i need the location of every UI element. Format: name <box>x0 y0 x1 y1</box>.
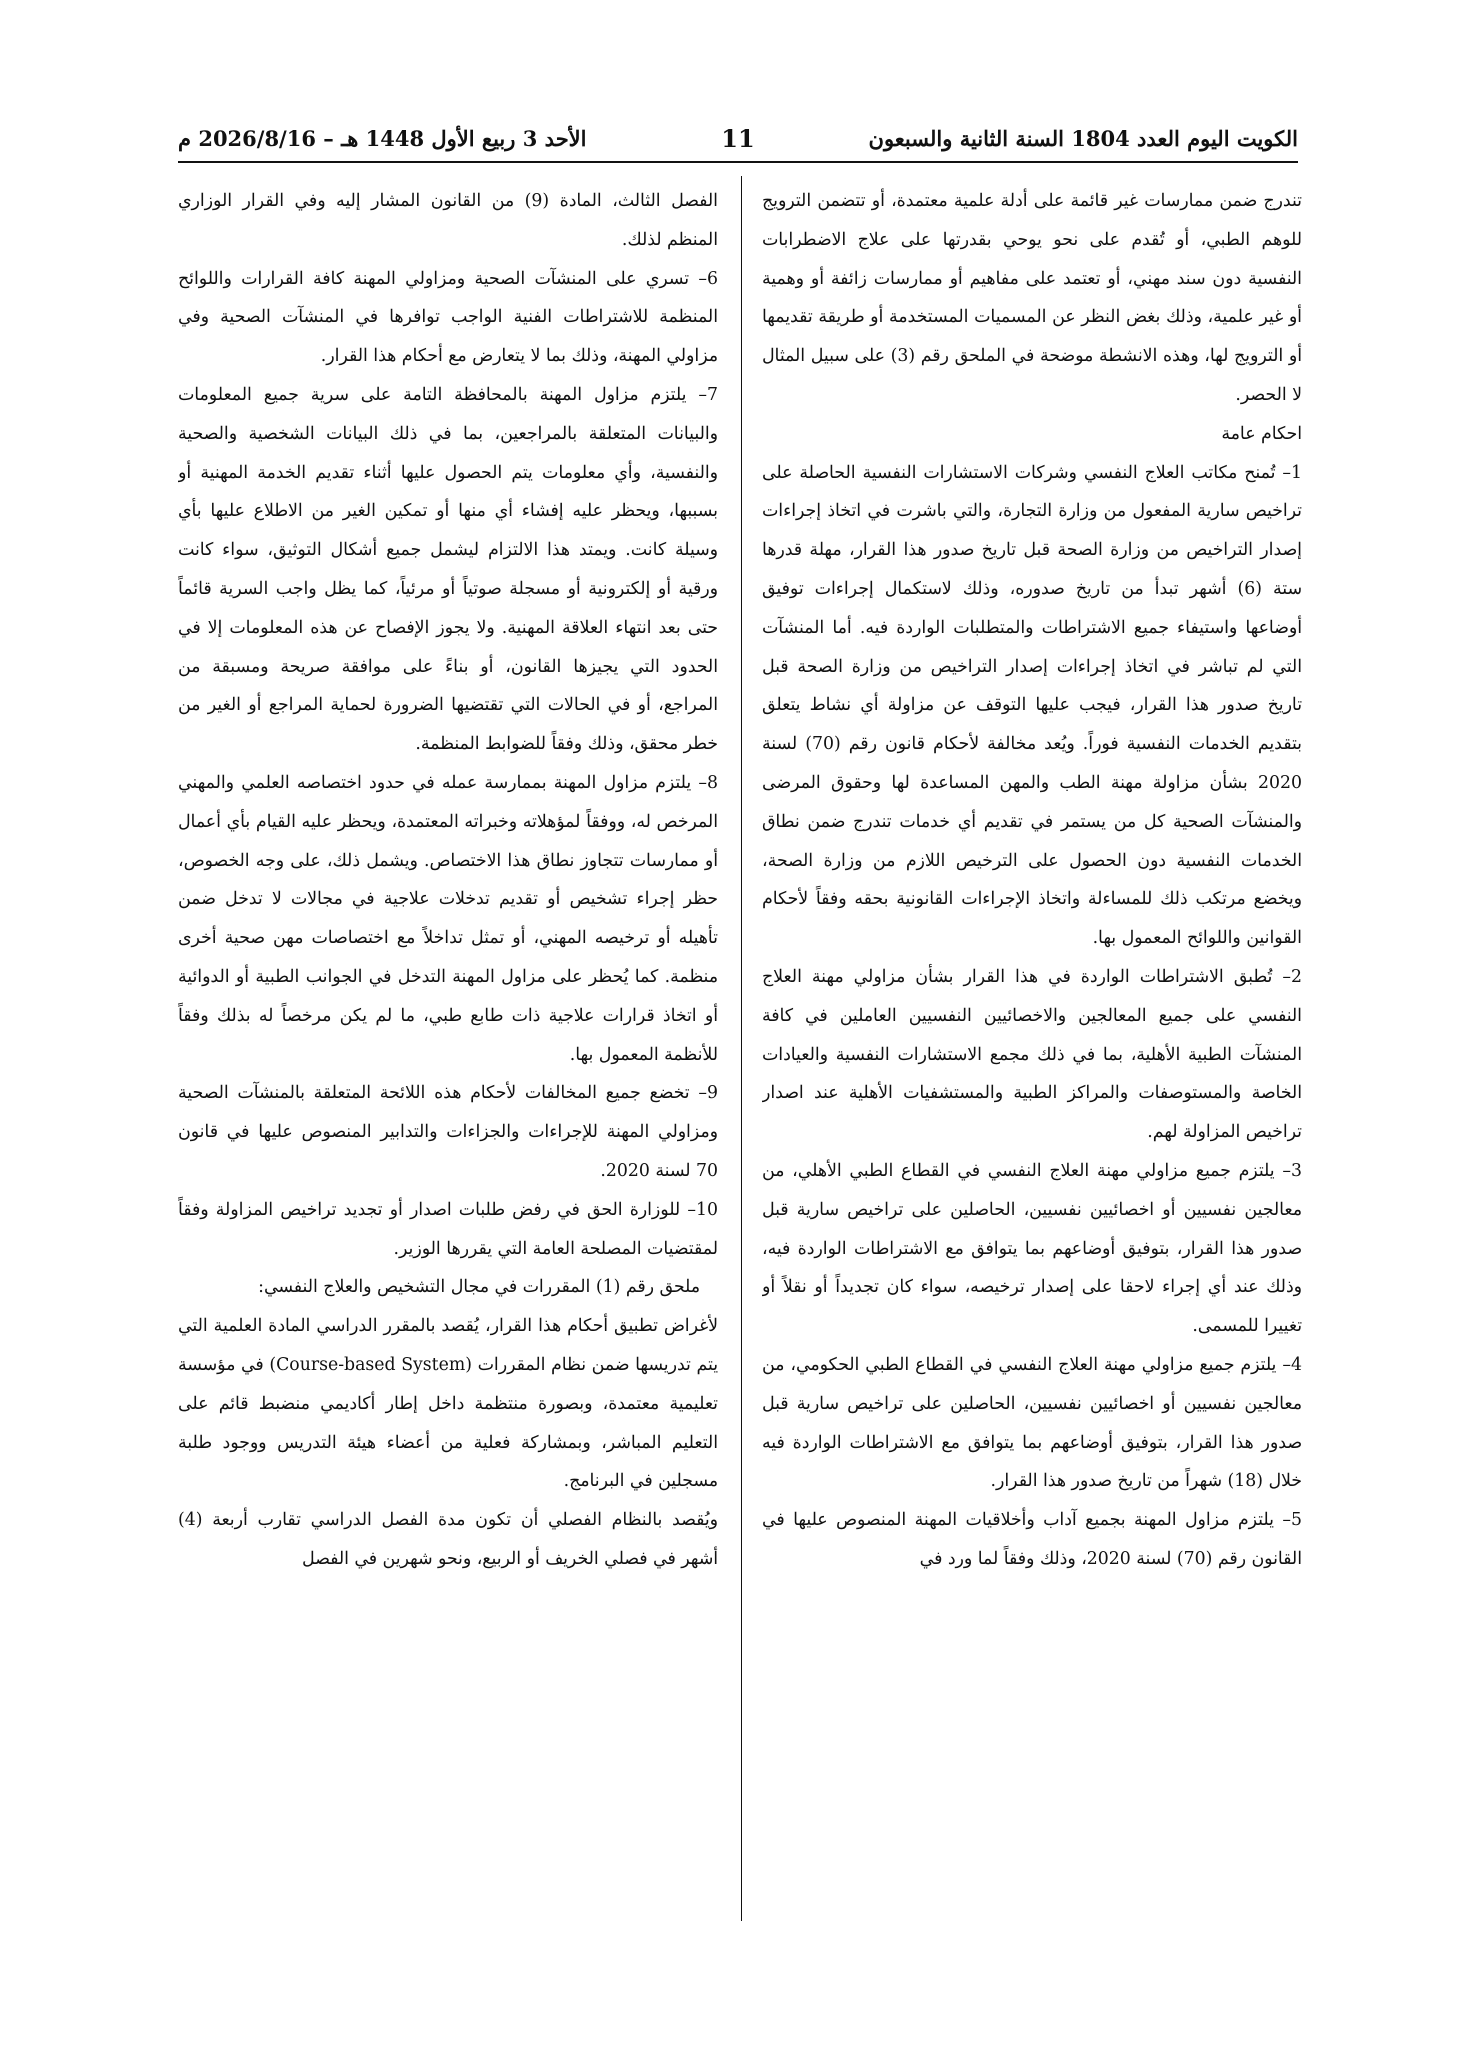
clause-9: 9– تخضع جميع المخالفات لأحكام هذه اللائحة المتعلقة بالمنشآت الصحية ومزاولي المهنة للإجراءات والجزاءات والتدابير المنصوص عليها في قانون 70 لسنة 2020. <box>178 1083 718 1181</box>
header-rule <box>178 161 1298 163</box>
clause-1: 1– تُمنح مكاتب العلاج النفسي وشركات الاستشارات النفسية الحاصلة على تراخيص سارية المفعول من وزارة التجارة، والتي باشرت في اتخاذ إجراءات إصدار التراخيص من وزارة الصحة قبل تاريخ صدور هذا القرار، مهلة قدرها ستة (6) أشهر تبدأ من تاريخ صدوره، وذلك لاستكمال إجراءات توفيق أوضاعها واستيفاء جميع الاشتراطات والمتطلبات الواردة فيه. أما المنشآت التي لم تباشر في اتخاذ إجراءات إصدار التراخيص من وزارة الصحة قبل تاريخ صدور هذا القرار، فيجب عليها التوقف عن مزاولة أي نشاط يتعلق بتقديم الخدمات النفسية فوراً. ويُعد مخالفة لأحكام قانون رقم (70) لسنة 2020 بشأن مزاولة مهنة الطب والمهن المساعدة لها وحقوق المرضى والمنشآت الصحية كل من يستمر في تقديم أي خدمات تندرج ضمن نطاق الخدمات النفسية دون الحصول على الترخيص اللازم من وزارة الصحة، ويخضع مرتكب ذلك للمساءلة واتخاذ الإجراءات القانونية بحقه وفقاً لأحكام القوانين واللوائح المعمول بها. <box>762 462 1302 949</box>
right-column <box>762 182 1302 1922</box>
clause-5: 5– يلتزم مزاول المهنة بجميع آداب وأخلاقيات المهنة المنصوص عليها في القانون رقم (70) لسنة 2020، وذلك وفقاً لما ورد في <box>762 1510 1302 1569</box>
header-issue-info: الكويت اليوم العدد 1804 السنة الثانية والسبعون <box>868 125 1298 151</box>
clause-7: 7– يلتزم مزاول المهنة بالمحافظة التامة على سرية جميع المعلومات والبيانات المتعلقة بالمراجعين، بما في ذلك البيانات الشخصية والصحية والنفسية، وأي معلومات يتم الحصول عليها أثناء تقديم الخدمة المهنية أو بسببها، ويحظر عليه إفشاء أي منها أو تمكين الغير من الاطلاع عليها بأي وسيلة كانت. ويمتد هذا الالتزام ليشمل جميع أشكال التوثيق، سواء كانت ورقية أو إلكترونية أو مسجلة صوتياً أو مرئياً، كما يظل واجب السرية قائماً حتى بعد انتهاء العلاقة المهنية. ولا يجوز الإفصاح عن هذه المعلومات إلا في الحدود التي يجيزها القانون، أو بناءً على موافقة صريحة ومسبقة من المراجع، أو في الحالات التي تقتضيها الضرورة لحماية المراجع أو الغير من خطر محقق، وذلك وفقاً للضوابط المنظمة. <box>178 384 718 755</box>
clause-2: 2– تُطبق الاشتراطات الواردة في هذا القرار بشأن مزاولي مهنة العلاج النفسي على جميع المعالجين والاخصائيين النفسيين العاملين في كافة المنشآت الطبية الأهلية، بما في ذلك مجمع الاستشارات النفسية والعيادات الخاصة والمستوصفات والمراكز الطبية والمستشفيات الأهلية عند اصدار تراخيص المزاولة لهم. <box>762 966 1302 1143</box>
section-heading: احكام عامة <box>1221 423 1302 444</box>
left-column <box>178 182 718 1922</box>
column-divider <box>741 176 742 1921</box>
paragraph: الفصل الثالث، المادة (9) من القانون المشار إليه وفي القرار الوزاري المنظم لذلك. <box>178 191 718 250</box>
page-number: 11 <box>721 123 755 153</box>
clause-6: 6– تسري على المنشآت الصحية ومزاولي المهنة كافة القرارات واللوائح المنظمة للاشتراطات الفنية الواجب توافرها في المنشآت الصحية وفي مزاولي المهنة، وذلك بما لا يتعارض مع أحكام هذا القرار. <box>178 268 718 367</box>
annex-1-heading: ملحق رقم (1) المقررات في مجال التشخيص والعلاج النفسي: <box>258 1277 700 1298</box>
clause-10: 10– للوزارة الحق في رفض طلبات اصدار أو تجديد تراخيص المزاولة وفقاً لمقتضيات المصلحة العامة التي يقررها الوزير. <box>178 1199 718 1259</box>
clause-3: 3– يلتزم جميع مزاولي مهنة العلاج النفسي في القطاع الطبي الأهلي، من معالجين نفسيين أو اخصائيين نفسيين، الحاصلين على تراخيص سارية قبل صدور هذا القرار، بتوفيق أوضاعهم بما يتوافق مع الاشتراطات الواردة فيه، وذلك عند أي إجراء لاحقا على إصدار ترخيصه، سواء كان تجديداً أو نقلاً أو تغييرا للمسمى. <box>762 1160 1302 1337</box>
paragraph: تندرج ضمن ممارسات غير قائمة على أدلة علمية معتمدة، أو تتضمن الترويج للوهم الطبي، أو تُقدم على نحو يوحي بقدرتها على علاج الاضطرابات النفسية دون سند مهني، أو تعتمد على مفاهيم أو ممارسات زائفة أو وهمية أو غير علمية، وذلك بغض النظر عن المسميات المستخدمة أو طريقة تقديمها أو الترويج لها، وهذه الانشطة موضحة في الملحق رقم (3) على سبيل المثال لا الحصر. <box>762 191 1302 405</box>
clause-4: 4– يلتزم جميع مزاولي مهنة العلاج النفسي في القطاع الطبي الحكومي، من معالجين نفسيين أو اخصائيين نفسيين، الحاصلين على تراخيص سارية قبل صدور هذا القرار، بتوفيق أوضاعهم بما يتوافق مع الاشتراطات الواردة فيه خلال (18) شهراً من تاريخ صدور هذا القرار. <box>762 1354 1302 1492</box>
annex-1-paragraph: لأغراض تطبيق أحكام هذا القرار، يُقصد بالمقرر الدراسي المادة العلمية التي يتم تدريسها ضمن نظام المقررات (Course-based System) في مؤسسة تعليمية معتمدة، وبصورة منتظمة داخل إطار أكاديمي منضبط قائم على التعليم المباشر، وبمشاركة فعلية من أعضاء هيئة التدريس ووجود طلبة مسجلين في البرنامج. <box>178 1316 718 1492</box>
header-date: الأحد 3 ربيع الأول 1448 هـ – 2026/8/16 م <box>178 125 587 151</box>
page-header <box>178 118 1298 158</box>
clause-8: 8– يلتزم مزاول المهنة بممارسة عمله في حدود اختصاصه العلمي والمهني المرخص له، ووفقاً لمؤهلاته وخبراته المعتمدة، ويحظر عليه القيام بأي أعمال أو ممارسات تتجاوز نطاق هذا الاختصاص. ويشمل ذلك، على وجه الخصوص، حظر إجراء تشخيص أو تقديم تدخلات علاجية في مجالات لا تدخل ضمن تأهيله أو ترخيصه المهني، أو تمثل تداخلاً مع اختصاصات مهن صحية أخرى منظمة. كما يُحظر على مزاول المهنة التدخل في الجوانب الطبية أو الدوائية أو اتخاذ قرارات علاجية ذات طابع طبي، ما لم يكن مرخصاً له بذلك وفقاً للأنظمة المعمول بها. <box>178 772 718 1065</box>
annex-1-paragraph: ويُقصد بالنظام الفصلي أن تكون مدة الفصل الدراسي تقارب أربعة (4) أشهر في فصلي الخريف أو الربيع، ونحو شهرين في الفصل <box>178 1510 718 1569</box>
